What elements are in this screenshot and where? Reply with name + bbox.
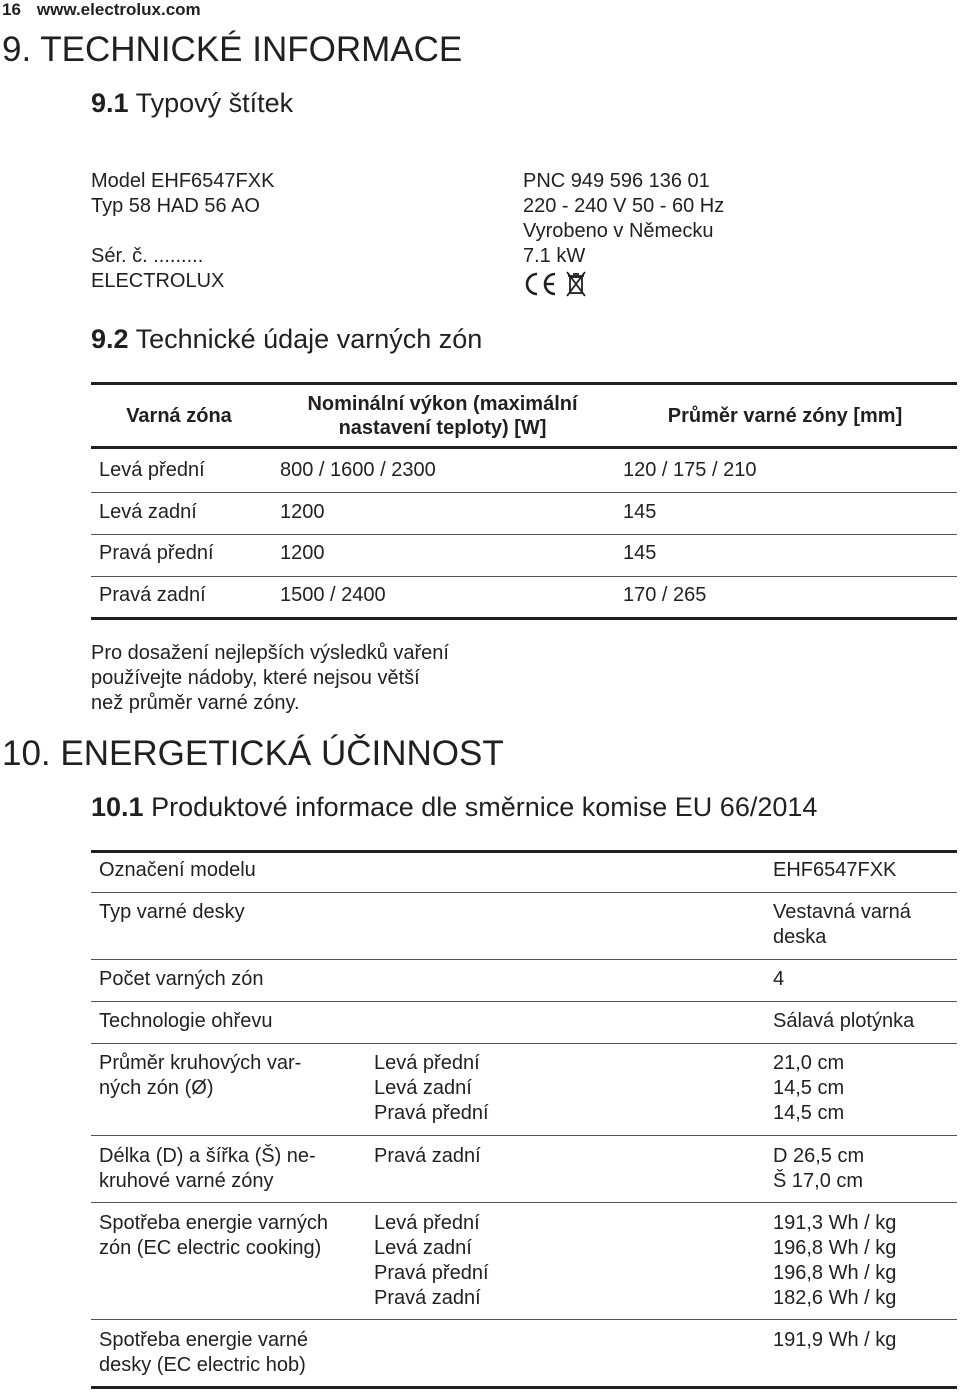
row-divider [91,576,957,577]
section-10-1-heading [91,792,817,823]
zone-line: Levá zadní [374,1077,472,1099]
col-header-zone: Varná zóna [126,405,232,427]
cell-diameter: 145 [623,542,657,564]
ce-mark-icon [523,271,559,297]
section-9-1-title: Typový štítek [135,88,294,118]
zone-line: Pravá přední [374,1102,489,1124]
value-line: 14,5 cm [773,1102,845,1124]
cell-diameter: 170 / 265 [623,584,707,606]
energy-zones [374,1144,481,1169]
energy-table-top-rule [91,850,957,853]
value-line: Vestavná varná [773,901,911,923]
section-9-2-number: 9.2 [91,324,129,354]
plate-serial: Sér. č. ......... [91,245,204,267]
label-line: desky (EC electric hob) [99,1354,306,1376]
cell-power: 800 / 1600 / 2300 [280,459,436,481]
label-line: zón (EC electric cooking) [99,1237,322,1259]
row-divider [91,959,957,960]
note-line: Pro dosažení nejlepších výsledků vaření [91,642,449,664]
label-line: Spotřeba energie varných [99,1212,329,1234]
energy-zones [374,1051,489,1126]
energy-label: Typ varné desky [99,901,245,923]
plate-power: 7.1 kW [523,245,586,267]
plate-origin: Vyrobeno v Německu [523,220,714,242]
value-line: deska [773,926,827,948]
row-divider [91,1001,957,1002]
value-line: D 26,5 cm [773,1145,865,1167]
cell-zone: Pravá zadní [99,584,206,606]
energy-value: Sálavá plotýnka [773,1010,915,1032]
energy-value: EHF6547FXK [773,859,897,881]
value-line: 14,5 cm [773,1077,845,1099]
zone-line: Pravá zadní [374,1287,481,1309]
energy-label: Počet varných zón [99,968,264,990]
energy-zones [374,1211,489,1311]
plate-spacer [91,219,274,244]
page-number: 16 [2,0,21,19]
row-divider [91,1043,957,1044]
note-line: než průměr varné zóny. [91,692,300,714]
energy-value [773,1211,896,1311]
cell-power: 1200 [280,542,325,564]
row-divider [91,1202,957,1203]
plate-brand: ELECTROLUX [91,270,225,292]
energy-value: 4 [773,968,785,990]
cell-zone: Pravá přední [99,542,214,564]
value-line: Š 17,0 cm [773,1170,864,1192]
section-9-2-heading [91,324,482,355]
energy-table-bottom-rule [91,1386,957,1389]
ce-weee-marks [523,271,587,297]
label-line: Průměr kruhových var- [99,1052,302,1074]
section-10-title: 10. ENERGETICKÁ ÚČINNOST [2,734,504,773]
zone-line: Pravá přední [374,1262,489,1284]
value-line: 182,6 Wh / kg [773,1287,897,1309]
energy-value [773,1144,864,1194]
zone-line: Levá přední [374,1052,480,1074]
weee-bin-icon [565,271,587,297]
cell-power: 1500 / 2400 [280,584,386,606]
label-line: Spotřeba energie varné [99,1329,309,1351]
energy-label: Označení modelu [99,859,256,881]
energy-label [99,1144,316,1194]
section-9-2-title: Technické údaje varných zón [135,324,483,354]
zone-line: Levá zadní [374,1237,472,1259]
table-header-rule [91,446,957,449]
page-header [2,0,201,20]
label-line: kruhové varné zóny [99,1170,274,1192]
plate-left-column [91,169,274,294]
energy-label [99,1051,301,1101]
zone-line: Levá přední [374,1212,480,1234]
plate-type: Typ 58 HAD 56 AO [91,195,260,217]
plate-right-column [523,169,724,304]
cell-zone: Levá zadní [99,501,197,523]
energy-value: 191,9 Wh / kg [773,1329,897,1351]
table-top-rule [91,382,957,385]
cell-diameter: 145 [623,501,657,523]
energy-label: Technologie ohřevu [99,1010,273,1032]
section-10-1-number: 10.1 [91,792,144,822]
value-line: 191,3 Wh / kg [773,1212,897,1234]
col-header-power: Nominální výkon (maximální nastavení teploty) [W] [307,393,578,439]
row-divider [91,892,957,893]
cell-diameter: 120 / 175 / 210 [623,459,757,481]
energy-label [99,1211,328,1261]
row-divider [91,1135,957,1136]
section-9-title: 9. TECHNICKÉ INFORMACE [2,30,463,69]
value-line: 196,8 Wh / kg [773,1237,897,1259]
section-9-1-number: 9.1 [91,88,129,118]
row-divider [91,492,957,493]
energy-value [773,900,911,950]
value-line: 196,8 Wh / kg [773,1262,897,1284]
row-divider [91,1319,957,1320]
label-line: ných zón (Ø) [99,1077,214,1099]
energy-label [99,1328,308,1378]
table-bottom-rule [91,617,957,620]
zone-line: Pravá zadní [374,1145,481,1167]
cell-power: 1200 [280,501,325,523]
energy-value [773,1051,844,1126]
section-10-1-title: Produktové informace dle směrnice komise EU 66/2014 [151,792,818,822]
plate-model: Model EHF6547FXK [91,170,275,192]
section-9-1-heading [91,88,293,119]
plate-voltage: 220 - 240 V 50 - 60 Hz [523,195,725,217]
label-line: Délka (D) a šířka (Š) ne- [99,1145,316,1167]
site-url[interactable]: www.electrolux.com [36,0,201,19]
note-line: používejte nádoby, které nejsou větší [91,667,420,689]
value-line: 21,0 cm [773,1052,845,1074]
col-header-diameter: Průměr varné zóny [mm] [667,405,903,427]
cell-zone: Levá přední [99,459,205,481]
row-divider [91,534,957,535]
plate-pnc: PNC 949 596 136 01 [523,170,710,192]
usage-note [91,641,449,716]
